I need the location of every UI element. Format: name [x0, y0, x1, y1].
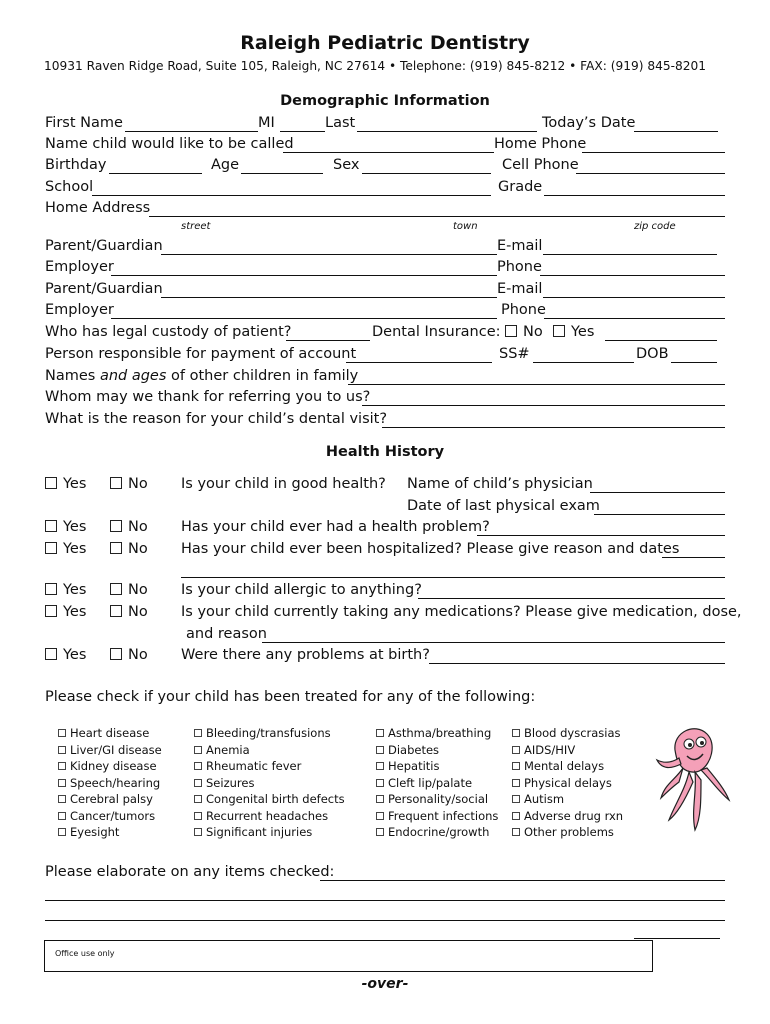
condition-label: Congenital birth defects — [206, 792, 345, 806]
birthday-label: Birthday — [45, 157, 107, 173]
street-caption: street — [181, 221, 211, 232]
names-ages-field[interactable] — [348, 384, 725, 385]
condition-checkbox[interactable] — [194, 759, 301, 773]
q1-label: Is your child in good health? — [181, 476, 386, 492]
form-title: Raleigh Pediatric Dentistry — [240, 32, 530, 54]
home-phone-field[interactable] — [582, 152, 725, 153]
responsible-label: Person responsible for payment of account — [45, 346, 357, 362]
employer-1-label: Employer — [45, 259, 114, 275]
condition-label: Heart disease — [70, 726, 150, 740]
employer-2-field[interactable] — [111, 318, 497, 319]
condition-checkbox[interactable] — [376, 759, 439, 773]
condition-checkbox[interactable] — [376, 776, 472, 790]
checkbox-icon — [58, 795, 66, 803]
checkbox-icon — [376, 812, 384, 820]
checkbox-icon — [194, 779, 202, 787]
referring-label: Whom may we thank for referring you to us? — [45, 389, 371, 405]
condition-checkbox[interactable] — [512, 759, 604, 773]
condition-checkbox[interactable] — [512, 809, 623, 823]
q5-reason-label: and reason — [186, 626, 267, 642]
q4-yes-checkbox[interactable]: Yes — [45, 582, 86, 598]
condition-label: Kidney disease — [70, 759, 157, 773]
condition-label: Eyesight — [70, 825, 120, 839]
mi-field[interactable] — [280, 131, 325, 132]
q2-label: Has your child ever had a health problem? — [181, 519, 490, 535]
todays-date-label: Today’s Date — [542, 115, 636, 131]
office-use-box — [44, 940, 653, 972]
office-use-label: Office use only — [55, 949, 115, 958]
condition-label: Bleeding/transfusions — [206, 726, 331, 740]
condition-checkbox[interactable] — [194, 726, 331, 740]
q3-yes-checkbox[interactable]: Yes — [45, 541, 86, 557]
q2-no-checkbox[interactable]: No — [110, 519, 148, 535]
cell-phone-label: Cell Phone — [502, 157, 579, 173]
condition-checkbox[interactable] — [58, 776, 160, 790]
reason-field[interactable] — [382, 427, 725, 428]
condition-checkbox[interactable] — [58, 726, 149, 740]
checkbox-icon — [376, 779, 384, 787]
referring-field[interactable] — [362, 405, 725, 406]
checkbox-icon — [512, 828, 520, 836]
condition-checkbox[interactable] — [58, 825, 119, 839]
ss-field[interactable] — [533, 362, 634, 363]
condition-label: Recurrent headaches — [206, 808, 329, 823]
condition-checkbox[interactable] — [512, 825, 614, 839]
q6-no-checkbox[interactable]: No — [110, 647, 148, 663]
checkbox-icon — [376, 795, 384, 803]
custody-label: Who has legal custody of patient? — [45, 324, 292, 340]
q1-no-checkbox[interactable]: No — [110, 476, 148, 492]
q6-yes-checkbox[interactable]: Yes — [45, 647, 86, 663]
responsible-field[interactable] — [346, 362, 492, 363]
demographic-heading: Demographic Information — [280, 93, 490, 109]
dental-insurance-label: Dental Insurance: — [372, 324, 501, 340]
condition-checkbox[interactable] — [376, 792, 488, 806]
phone-1-label: Phone — [497, 259, 542, 275]
insurance-yes-label: Yes — [571, 324, 595, 340]
condition-checkbox[interactable] — [58, 759, 157, 773]
mi-label: MI — [258, 115, 275, 131]
q5-field[interactable] — [262, 642, 725, 643]
q5-yes-checkbox[interactable]: Yes — [45, 604, 86, 620]
last-label: Last — [325, 115, 356, 131]
condition-label: Adverse drug rxn — [524, 808, 624, 823]
condition-checkbox[interactable] — [376, 743, 439, 757]
checkbox-icon — [376, 746, 384, 754]
condition-label: Other problems — [524, 825, 614, 839]
elaborate-field-line-4[interactable] — [634, 938, 720, 939]
insurance-yes-field[interactable] — [605, 340, 717, 341]
grade-label: Grade — [498, 179, 543, 195]
condition-checkbox[interactable] — [194, 809, 328, 823]
physician-field[interactable] — [590, 492, 725, 493]
grade-field[interactable] — [544, 195, 725, 196]
todays-date-field[interactable] — [634, 131, 718, 132]
condition-label: Personality/social — [388, 792, 489, 806]
preferred-name-field[interactable] — [283, 152, 494, 153]
zip-caption: zip code — [634, 221, 676, 232]
q3-label: Has your child ever been hospitalized? Please give reason and dates — [181, 541, 680, 557]
insurance-no-checkbox[interactable] — [505, 324, 543, 340]
email-1-field[interactable] — [543, 254, 717, 255]
condition-label: Frequent infections — [388, 808, 499, 823]
last-name-field[interactable] — [357, 131, 537, 132]
checkbox-icon — [194, 729, 202, 737]
condition-checkbox[interactable] — [58, 743, 162, 757]
checkbox-icon — [376, 762, 384, 770]
parent-guardian-2-label: Parent/Guardian — [45, 281, 163, 297]
condition-label: Cleft lip/palate — [388, 775, 473, 790]
checkbox-icon — [194, 795, 202, 803]
dob-field[interactable] — [671, 362, 717, 363]
checkbox-icon — [58, 828, 66, 836]
elaborate-label: Please elaborate on any items checked: — [45, 864, 335, 880]
ss-label: SS# — [499, 346, 530, 362]
q4-label: Is your child allergic to anything? — [181, 582, 422, 598]
home-address-label: Home Address — [45, 200, 151, 216]
elaborate-field-line-3[interactable] — [45, 920, 725, 921]
q5-label: Is your child currently taking any medications? Please give medication, dose, — [181, 604, 742, 620]
condition-checkbox[interactable] — [58, 792, 153, 806]
email-2-field[interactable] — [543, 297, 725, 298]
condition-checkbox[interactable] — [194, 776, 254, 790]
birthday-field[interactable] — [109, 173, 202, 174]
checkbox-icon — [512, 729, 520, 737]
last-exam-label: Date of last physical exam — [407, 498, 600, 514]
home-phone-label: Home Phone — [494, 136, 587, 152]
condition-label: Rheumatic fever — [206, 759, 302, 773]
town-caption: town — [453, 221, 478, 232]
checkbox-icon — [376, 828, 384, 836]
q3-field-line-2[interactable] — [181, 577, 725, 578]
condition-label: AIDS/HIV — [524, 742, 576, 757]
condition-checkbox[interactable] — [512, 776, 612, 790]
checkbox-icon — [58, 812, 66, 820]
checkbox-icon — [512, 762, 520, 770]
elaborate-field[interactable] — [320, 880, 725, 881]
condition-label: Cerebral palsy — [70, 792, 153, 806]
condition-checkbox[interactable] — [512, 726, 621, 740]
address-line: 10931 Raven Ridge Road, Suite 105, Raleigh, NC 27614 • Telephone: (919) 845-8212 • FAX: (919) 845-8201 — [44, 59, 707, 73]
health-history-heading: Health History — [325, 444, 445, 460]
email-2-label: E-mail — [497, 281, 543, 297]
reason-label: What is the reason for your child’s dental visit? — [45, 411, 388, 427]
q6-label: Were there any problems at birth? — [181, 647, 430, 663]
employer-2-label: Employer — [45, 302, 114, 318]
parent-guardian-1-label: Parent/Guardian — [45, 238, 163, 254]
condition-label: Speech/hearing — [70, 775, 161, 790]
checkbox-icon — [194, 828, 202, 836]
custody-field[interactable] — [286, 340, 370, 341]
condition-checkbox[interactable] — [512, 792, 564, 806]
checkbox-icon — [194, 746, 202, 754]
insurance-yes-checkbox[interactable] — [553, 324, 594, 340]
octopus-icon — [655, 720, 735, 840]
phone-2-field[interactable] — [544, 318, 725, 319]
condition-checkbox[interactable] — [512, 743, 575, 757]
condition-label: Hepatitis — [388, 759, 440, 773]
school-field[interactable] — [92, 195, 491, 196]
insurance-no-label: No — [523, 324, 543, 340]
condition-checkbox[interactable] — [376, 726, 491, 740]
condition-label: Endocrine/growth — [388, 825, 490, 839]
email-1-label: E-mail — [497, 238, 543, 254]
condition-label: Autism — [524, 792, 565, 806]
checkbox-icon — [194, 762, 202, 770]
parent-guardian-1-field[interactable] — [161, 254, 497, 255]
q3-no-checkbox[interactable]: No — [110, 541, 148, 557]
condition-checkbox[interactable] — [194, 792, 345, 806]
condition-label: Significant injuries — [206, 825, 313, 839]
parent-guardian-2-field[interactable] — [161, 297, 497, 298]
checkbox-icon — [58, 746, 66, 754]
condition-label: Asthma/breathing — [388, 726, 492, 740]
age-field[interactable] — [241, 173, 323, 174]
dob-label: DOB — [636, 346, 669, 362]
condition-label: Cancer/tumors — [70, 808, 156, 823]
condition-label: Mental delays — [524, 759, 605, 773]
phone-1-field[interactable] — [540, 275, 725, 276]
checkbox-icon — [512, 746, 520, 754]
q5-no-checkbox[interactable]: No — [110, 604, 148, 620]
checkbox-icon — [512, 779, 520, 787]
q4-field[interactable] — [418, 598, 725, 599]
condition-checkbox[interactable] — [194, 743, 250, 757]
q3-field[interactable] — [662, 557, 725, 558]
name-child-label: Name child would like to be called — [45, 136, 294, 152]
condition-checkbox[interactable] — [376, 809, 498, 823]
q1-yes-checkbox[interactable]: Yes — [45, 476, 86, 492]
sex-field[interactable] — [362, 173, 491, 174]
q2-field[interactable] — [477, 535, 725, 536]
sex-label: Sex — [333, 157, 360, 173]
names-ages-label: Names and ages of other children in family — [45, 368, 359, 384]
treated-heading: Please check if your child has been treated for any of the following: — [45, 689, 536, 705]
condition-label: Seizures — [206, 775, 255, 790]
over-label: -over- — [361, 976, 409, 992]
cell-phone-field[interactable] — [576, 173, 725, 174]
first-name-label: First Name — [45, 115, 123, 131]
age-label: Age — [211, 157, 240, 173]
checkbox-icon — [376, 729, 384, 737]
elaborate-field-line-2[interactable] — [45, 900, 725, 901]
first-name-field[interactable] — [125, 131, 258, 132]
phone-2-label: Phone — [501, 302, 546, 318]
checkbox-icon — [194, 812, 202, 820]
physician-label: Name of child’s physician — [407, 476, 593, 492]
condition-label: Diabetes — [388, 742, 440, 757]
last-exam-field[interactable] — [594, 514, 725, 515]
checkbox-icon — [512, 795, 520, 803]
school-label: School — [45, 179, 94, 195]
checkbox-icon — [58, 729, 66, 737]
condition-checkbox[interactable] — [194, 825, 312, 839]
condition-checkbox[interactable] — [376, 825, 489, 839]
condition-label: Blood dyscrasias — [524, 726, 621, 740]
checkbox-icon — [58, 762, 66, 770]
q2-yes-checkbox[interactable]: Yes — [45, 519, 86, 535]
condition-label: Anemia — [206, 742, 250, 757]
q6-field[interactable] — [429, 663, 725, 664]
condition-label: Liver/GI disease — [70, 742, 162, 757]
employer-1-field[interactable] — [111, 275, 497, 276]
condition-checkbox[interactable] — [58, 809, 155, 823]
q4-no-checkbox[interactable]: No — [110, 582, 148, 598]
condition-label: Physical delays — [524, 775, 612, 790]
checkbox-icon — [58, 779, 66, 787]
checkbox-icon — [512, 812, 520, 820]
home-address-field[interactable] — [149, 216, 725, 217]
